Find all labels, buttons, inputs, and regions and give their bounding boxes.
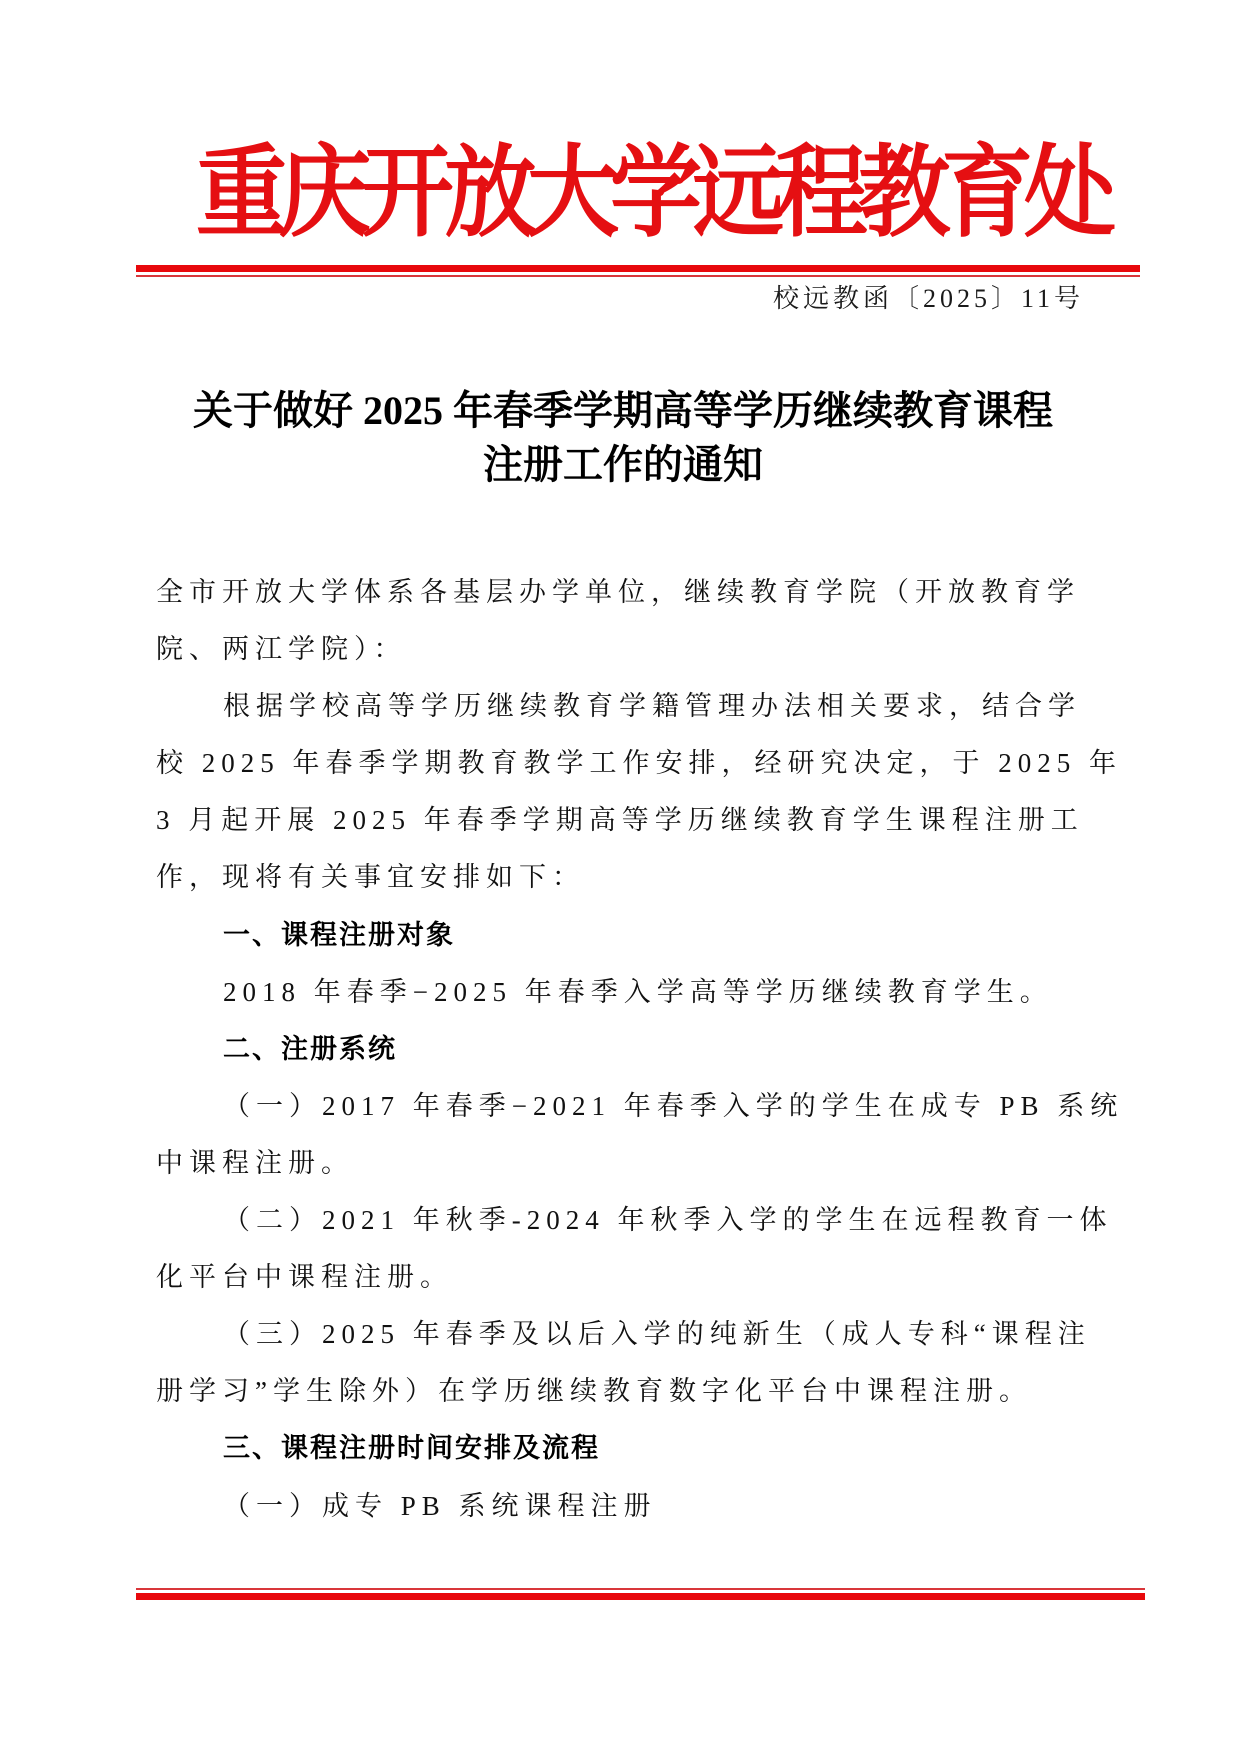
paragraph-line: （一）2017 年春季−2021 年春季入学的学生在成专 PB 系统 (223, 1090, 1124, 1121)
section-heading-3: 三、课程注册时间安排及流程 (223, 1433, 600, 1465)
paragraph-line: 册学习”学生除外）在学历继续教育数字化平台中课程注册。 (156, 1376, 1032, 1407)
letterhead-rule-thick (136, 265, 1140, 272)
letterhead-rule-thin (136, 275, 1140, 277)
paragraph-line: 3 月起开展 2025 年春季学期高等学历继续教育学生课程注册工 (156, 805, 1084, 836)
section-heading-2: 二、注册系统 (223, 1033, 397, 1065)
title-line-1: 关于做好 2025 年春季学期高等学历继续教育课程 (193, 388, 1053, 433)
paragraph-line: 作，现将有关事宜安排如下： (156, 862, 585, 893)
letterhead-org-name: 重庆开放大学远程教育处 (196, 133, 1107, 251)
letterhead (196, 128, 1107, 256)
paragraph-line: （三）2025 年春季及以后入学的纯新生（成人专科“课程注 (223, 1319, 1091, 1350)
salutation-line-1: 全市开放大学体系各基层办学单位，继续教育学院（开放教育学 (156, 577, 1080, 607)
footer-rule-thin (136, 1588, 1145, 1590)
subsection-heading: （一）成专 PB 系统课程注册 (223, 1490, 657, 1521)
section-heading-1: 一、课程注册对象 (223, 919, 455, 951)
document-number: 校远教函〔2025〕11号 (772, 284, 1084, 313)
paragraph-line: 根据学校高等学历继续教育学籍管理办法相关要求，结合学 (223, 691, 1081, 722)
paragraph-line: 2018 年春季−2025 年春季入学高等学历继续教育学生。 (223, 976, 1053, 1007)
paragraph-line: 校 2025 年春季学期教育教学工作安排，经研究决定，于 2025 年 (156, 748, 1122, 779)
footer-rule-thick (136, 1593, 1145, 1600)
paragraph-line: 中课程注册。 (156, 1147, 354, 1178)
document-title (150, 384, 1096, 492)
document-body (156, 564, 1124, 1535)
title-line-2: 注册工作的通知 (483, 442, 763, 487)
salutation-line-2: 院、两江学院）： (156, 634, 407, 665)
paragraph-line: 化平台中课程注册。 (156, 1262, 453, 1293)
paragraph-line: （二）2021 年秋季-2024 年秋季入学的学生在远程教育一体 (223, 1205, 1113, 1236)
